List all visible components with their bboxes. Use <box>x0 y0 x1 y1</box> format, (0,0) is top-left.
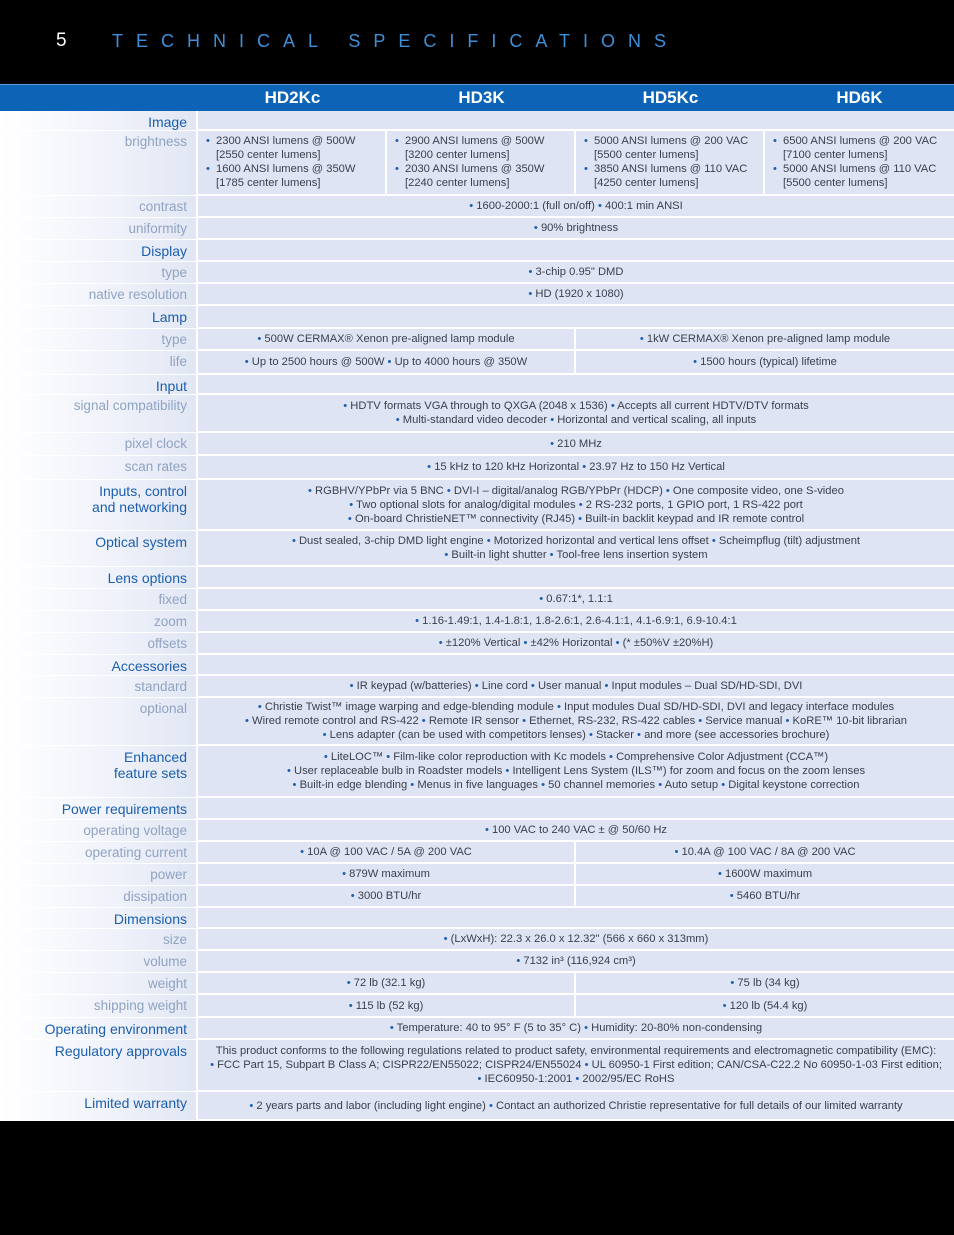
spec-value-line: • 10.4A @ 100 VAC / 8A @ 200 VAC <box>674 846 856 858</box>
spec-value-empty <box>198 798 954 818</box>
spec-value-line: • 7132 in³ (116,924 cm³) <box>516 955 636 967</box>
spec-row <box>0 842 954 864</box>
spec-label-text: power <box>150 867 187 882</box>
spec-label <box>0 375 196 395</box>
spec-value <box>198 951 954 971</box>
spec-value-line: • 1kW CERMAX® Xenon pre-aligned lamp module <box>639 333 891 345</box>
spec-bullet-item: • 3850 ANSI lumens @ 110 VAC [4250 center lumens] <box>594 162 759 190</box>
spec-label-text: type <box>161 332 187 347</box>
spec-value-line: • Dust sealed, 3-chip DMD light engine • Motorized horizontal and vertical lens offset • Scheimpflug (tilt) adjustment <box>291 535 861 547</box>
page-title: TECHNICAL SPECIFICATIONS <box>112 31 680 51</box>
spec-value-line: • Two optional slots for analog/digital modules • 2 RS-232 ports, 1 GPIO port, 1 RS-422 port <box>349 498 803 511</box>
spec-row <box>0 676 954 698</box>
spec-value <box>198 218 954 238</box>
spec-bullet-item: • 1600 ANSI lumens @ 350W [1785 center lumens] <box>216 162 381 190</box>
spec-value-line: • 3000 BTU/hr <box>350 890 422 902</box>
spec-label <box>0 284 196 306</box>
page-footer <box>0 1121 954 1235</box>
spec-label-text: fixed <box>158 592 187 607</box>
model-hd6k: HD6K <box>836 88 883 107</box>
spec-value-line: • 72 lb (32.1 kg) <box>346 977 426 989</box>
spec-label <box>0 929 196 951</box>
spec-label-text: standard <box>134 679 187 694</box>
spec-value-line: • 1600-2000:1 (full on/off) • 400:1 min ANSI <box>469 200 683 212</box>
spec-value-line: • 100 VAC to 240 VAC ± @ 50/60 Hz <box>484 824 668 836</box>
spec-label-text: operating voltage <box>83 823 187 838</box>
spec-label-text: uniformity <box>128 221 187 236</box>
model-hd5kc: HD5Kc <box>642 88 699 107</box>
spec-row <box>0 433 954 456</box>
spec-label <box>0 240 196 262</box>
spec-value-empty <box>198 908 954 927</box>
spec-label-text: optional <box>139 701 187 716</box>
spec-label-text: operating current <box>84 845 187 860</box>
spec-bullet-item: • 2900 ANSI lumens @ 500W [3200 center lumens] <box>405 134 570 162</box>
spec-value <box>198 351 574 373</box>
spec-bullet-item: • 2030 ANSI lumens @ 350W [2240 center lumens] <box>405 162 570 190</box>
spec-row <box>0 567 954 589</box>
model-hd2kc: HD2Kc <box>264 88 321 107</box>
spec-row <box>0 1040 954 1092</box>
spec-label <box>0 196 196 218</box>
spec-row <box>0 589 954 611</box>
spec-value-empty <box>198 655 954 674</box>
spec-value <box>198 131 385 194</box>
spec-label <box>0 798 196 820</box>
spec-row <box>0 456 954 480</box>
spec-row <box>0 240 954 262</box>
spec-label-text: weight <box>147 976 187 991</box>
spec-row <box>0 395 954 433</box>
spec-label <box>0 1040 196 1092</box>
spec-label-text: zoom <box>153 614 187 629</box>
spec-value-line: • Multi-standard video decoder • Horizontal and vertical scaling, all inputs <box>395 414 757 426</box>
spec-label <box>0 395 196 433</box>
spec-value <box>576 329 954 349</box>
spec-value-line: • FCC Part 15, Subpart B Class A; CISPR22/EN55022; CISPR24/EN55024 • UL 60950-1 First edition; CAN/CSA-C22.2 No 60950-1-03 First edition; <box>210 1059 942 1071</box>
spec-label <box>0 611 196 633</box>
spec-value-line: • User replaceable bulb in Roadster models • Intelligent Lens System (ILS™) for zoom and focus on the zoom lenses <box>286 765 866 777</box>
spec-value <box>198 820 954 840</box>
spec-value-line: • Christie Twist™ image warping and edge-blending module • Input modules Dual SD/HD-SDI, DVI and legacy interface modules <box>257 701 895 713</box>
spec-label-text: brightness <box>124 134 187 149</box>
spec-value <box>576 995 954 1016</box>
spec-value <box>198 698 954 744</box>
spec-value <box>198 262 954 282</box>
spec-value-line: • Up to 2500 hours @ 500W • Up to 4000 hours @ 350W <box>244 356 528 368</box>
spec-label <box>0 746 196 798</box>
spec-value-line: • HDTV formats VGA through to QXGA (2048 x 1536) • Accepts all current HDTV/DTV formats <box>343 400 809 412</box>
spec-row <box>0 798 954 820</box>
spec-value <box>198 746 954 796</box>
spec-value-line: • 15 kHz to 120 kHz Horizontal • 23.97 Hz to 150 Hz Vertical <box>427 461 725 473</box>
spec-label-text: Lamp <box>151 309 187 325</box>
spec-value-line: • Wired remote control and RS-422 • Remote IR sensor • Ethernet, RS-232, RS-422 cables • Service manual • KoRE™ 10-bit librarian <box>245 715 907 727</box>
spec-value <box>387 131 574 194</box>
spec-value <box>198 886 574 906</box>
spec-row <box>0 131 954 196</box>
spec-bullet-item: • 6500 ANSI lumens @ 200 VAC [7100 center lumens] <box>783 134 950 162</box>
spec-value-line: • ±120% Vertical • ±42% Horizontal • (* ±50%V ±20%H) <box>438 637 714 649</box>
spec-label <box>0 655 196 676</box>
spec-row <box>0 111 954 131</box>
spec-value <box>198 633 954 653</box>
spec-value <box>198 433 954 454</box>
spec-label-text: Power requirements <box>61 801 187 817</box>
spec-label <box>0 306 196 329</box>
spec-value <box>198 973 574 993</box>
spec-value-line: • (LxWxH): 22.3 x 26.0 x 12.32" (566 x 660 x 313mm) <box>443 933 709 945</box>
spec-label-text: Accessories <box>111 658 187 674</box>
spec-value-line: • RGBHV/YPbPr via 5 BNC • DVI-I – digital/analog RGB/YPbPr (HDCP) • One composite video, one S-video <box>308 484 844 497</box>
spec-label-text: Input <box>155 378 187 394</box>
spec-value <box>576 886 954 906</box>
spec-value <box>576 973 954 993</box>
spec-value-line: • 10A @ 100 VAC / 5A @ 200 VAC <box>300 846 472 858</box>
spec-table <box>0 111 954 1121</box>
spec-row <box>0 284 954 306</box>
spec-label <box>0 262 196 284</box>
spec-value-line: • 75 lb (34 kg) <box>730 977 800 989</box>
spec-row <box>0 995 954 1018</box>
spec-label-text: Enhanced feature sets <box>113 749 187 781</box>
spec-label <box>0 531 196 567</box>
spec-label <box>0 864 196 886</box>
spec-value-line: • 210 MHz <box>550 437 602 450</box>
spec-value-line: • 2 years parts and labor (including light engine) • Contact an authorized Christie representative for full details of our limited warranty <box>249 1099 903 1112</box>
spec-label <box>0 886 196 908</box>
spec-label <box>0 111 196 131</box>
spec-label <box>0 329 196 351</box>
spec-label-text: Lens options <box>107 570 187 586</box>
spec-label <box>0 633 196 655</box>
spec-value <box>198 395 954 431</box>
spec-value-line: • 0.67:1*, 1.1:1 <box>539 593 613 605</box>
spec-value <box>198 480 954 529</box>
spec-row <box>0 951 954 973</box>
spec-value-line: • Built-in edge blending • Menus in five languages • 50 channel memories • Auto setup • Digital keystone correction <box>292 779 860 791</box>
spec-label <box>0 131 196 196</box>
spec-row <box>0 306 954 329</box>
spec-value <box>198 1018 954 1038</box>
spec-label-text: Limited warranty <box>84 1095 187 1111</box>
spec-value-line: • HD (1920 x 1080) <box>528 288 624 300</box>
spec-value-line: • IEC60950-1:2001 • 2002/95/EC RoHS <box>477 1073 675 1085</box>
spec-value-line: • Temperature: 40 to 95° F (5 to 35° C) • Humidity: 20-80% non-condensing <box>389 1022 763 1034</box>
spec-row <box>0 351 954 375</box>
spec-label <box>0 1018 196 1040</box>
spec-label <box>0 842 196 864</box>
spec-label-text: Image <box>148 114 187 130</box>
spec-label-text: shipping weight <box>93 998 187 1013</box>
spec-value <box>198 995 574 1016</box>
spec-row <box>0 1018 954 1040</box>
spec-row <box>0 929 954 951</box>
spec-label-text: type <box>161 265 187 280</box>
spec-bullet-item: • 2300 ANSI lumens @ 500W [2550 center lumens] <box>216 134 381 162</box>
spec-label <box>0 951 196 973</box>
spec-row <box>0 655 954 676</box>
spec-value-line: • LiteLOC™ • Film-like color reproduction with Kc models • Comprehensive Color Adjustment (CCA™) <box>323 751 829 763</box>
spec-value-line: • 90% brightness <box>533 222 619 234</box>
spec-value-line: • 115 lb (52 kg) <box>348 999 424 1012</box>
spec-value <box>198 284 954 304</box>
spec-value <box>576 131 763 194</box>
spec-label-text: signal compatibility <box>73 398 187 413</box>
spec-value <box>198 456 954 478</box>
spec-label <box>0 973 196 995</box>
spec-value-line: • IR keypad (w/batteries) • Line cord • User manual • Input modules – Dual SD/HD-SDI, DVI <box>349 680 803 692</box>
spec-label-text: pixel clock <box>124 436 187 451</box>
page-header <box>0 0 954 84</box>
spec-value-line: • 879W maximum <box>342 868 430 880</box>
spec-value <box>198 329 574 349</box>
spec-label-text: Operating environment <box>44 1021 187 1037</box>
spec-row <box>0 864 954 886</box>
spec-label-text: Optical system <box>95 534 187 550</box>
spec-label-text: Regulatory approvals <box>54 1043 187 1059</box>
spec-label-text: offsets <box>147 636 187 651</box>
spec-label-text: dissipation <box>123 889 187 904</box>
model-header-bar <box>0 84 954 111</box>
spec-value-line: • 1500 hours (typical) lifetime <box>693 356 837 368</box>
spec-label <box>0 456 196 480</box>
spec-label-text: native resolution <box>88 287 187 302</box>
spec-label <box>0 218 196 240</box>
spec-label-text: life <box>169 354 187 369</box>
spec-label <box>0 351 196 375</box>
spec-row <box>0 1092 954 1121</box>
spec-value-empty <box>198 240 954 260</box>
spec-row <box>0 973 954 995</box>
spec-row <box>0 329 954 351</box>
spec-row <box>0 746 954 798</box>
spec-label-text: Display <box>141 243 187 259</box>
spec-label-text: Inputs, control and networking <box>92 483 187 515</box>
spec-row <box>0 908 954 929</box>
spec-label <box>0 433 196 456</box>
spec-row <box>0 218 954 240</box>
spec-value <box>198 611 954 631</box>
spec-label <box>0 995 196 1018</box>
spec-label <box>0 676 196 698</box>
spec-value-line: • Lens adapter (can be used with competitors lenses) • Stacker • and more (see accessories brochure) <box>322 729 830 741</box>
spec-value-empty <box>198 306 954 327</box>
spec-value <box>198 864 574 884</box>
model-hd3k: HD3K <box>458 88 505 107</box>
spec-value <box>198 531 954 565</box>
spec-row <box>0 886 954 908</box>
spec-value <box>198 196 954 216</box>
spec-value <box>198 1040 954 1090</box>
spec-value <box>198 929 954 949</box>
spec-value-line: • 5460 BTU/hr <box>729 890 801 902</box>
spec-label-text: scan rates <box>124 459 187 474</box>
spec-value <box>198 589 954 609</box>
spec-row <box>0 820 954 842</box>
spec-value <box>576 351 954 373</box>
spec-row <box>0 480 954 531</box>
spec-row <box>0 531 954 567</box>
spec-value-line: This product conforms to the following regulations related to product safety, environmental requirements and electromagnetic compatibility (EMC): <box>215 1045 937 1057</box>
spec-row <box>0 262 954 284</box>
spec-value-line: • 120 lb (54.4 kg) <box>722 999 808 1012</box>
spec-value-empty <box>198 375 954 393</box>
spec-label-text: Dimensions <box>113 911 187 927</box>
spec-label-text: volume <box>143 954 187 969</box>
spec-row <box>0 611 954 633</box>
spec-label <box>0 1092 196 1121</box>
spec-label <box>0 480 196 531</box>
spec-value-line: • 1.16-1.49:1, 1.4-1.8:1, 1.8-2.6:1, 2.6-4.1:1, 4.1-6.9:1, 6.9-10.4:1 <box>415 615 737 627</box>
spec-value-line: • Built-in light shutter • Tool-free lens insertion system <box>444 549 708 561</box>
spec-value-line: • 500W CERMAX® Xenon pre-aligned lamp module <box>257 333 515 345</box>
spec-value-empty <box>198 567 954 587</box>
spec-label-text: contrast <box>138 199 187 214</box>
spec-row <box>0 375 954 395</box>
spec-value <box>198 676 954 696</box>
spec-label <box>0 567 196 589</box>
spec-bullet-item: • 5000 ANSI lumens @ 200 VAC [5500 center lumens] <box>594 134 759 162</box>
spec-label-text: size <box>162 932 187 947</box>
spec-label <box>0 589 196 611</box>
spec-value-line: • 3-chip 0.95" DMD <box>528 266 624 278</box>
spec-value <box>198 842 574 862</box>
spec-value <box>576 842 954 862</box>
spec-label <box>0 698 196 746</box>
spec-row <box>0 698 954 746</box>
spec-value <box>198 1092 954 1119</box>
spec-row <box>0 196 954 218</box>
spec-bullet-item: • 5000 ANSI lumens @ 110 VAC [5500 center lumens] <box>783 162 950 190</box>
spec-value-line: • On-board ChristieNET™ connectivity (RJ45) • Built-in backlit keypad and IR remote control <box>347 512 805 525</box>
spec-value <box>576 864 954 884</box>
spec-value <box>765 131 954 194</box>
spec-label <box>0 908 196 929</box>
spec-label <box>0 820 196 842</box>
spec-value-line: • 1600W maximum <box>717 868 813 880</box>
spec-value-empty <box>198 111 954 129</box>
spec-row <box>0 633 954 655</box>
page-number: 5 <box>56 30 69 51</box>
